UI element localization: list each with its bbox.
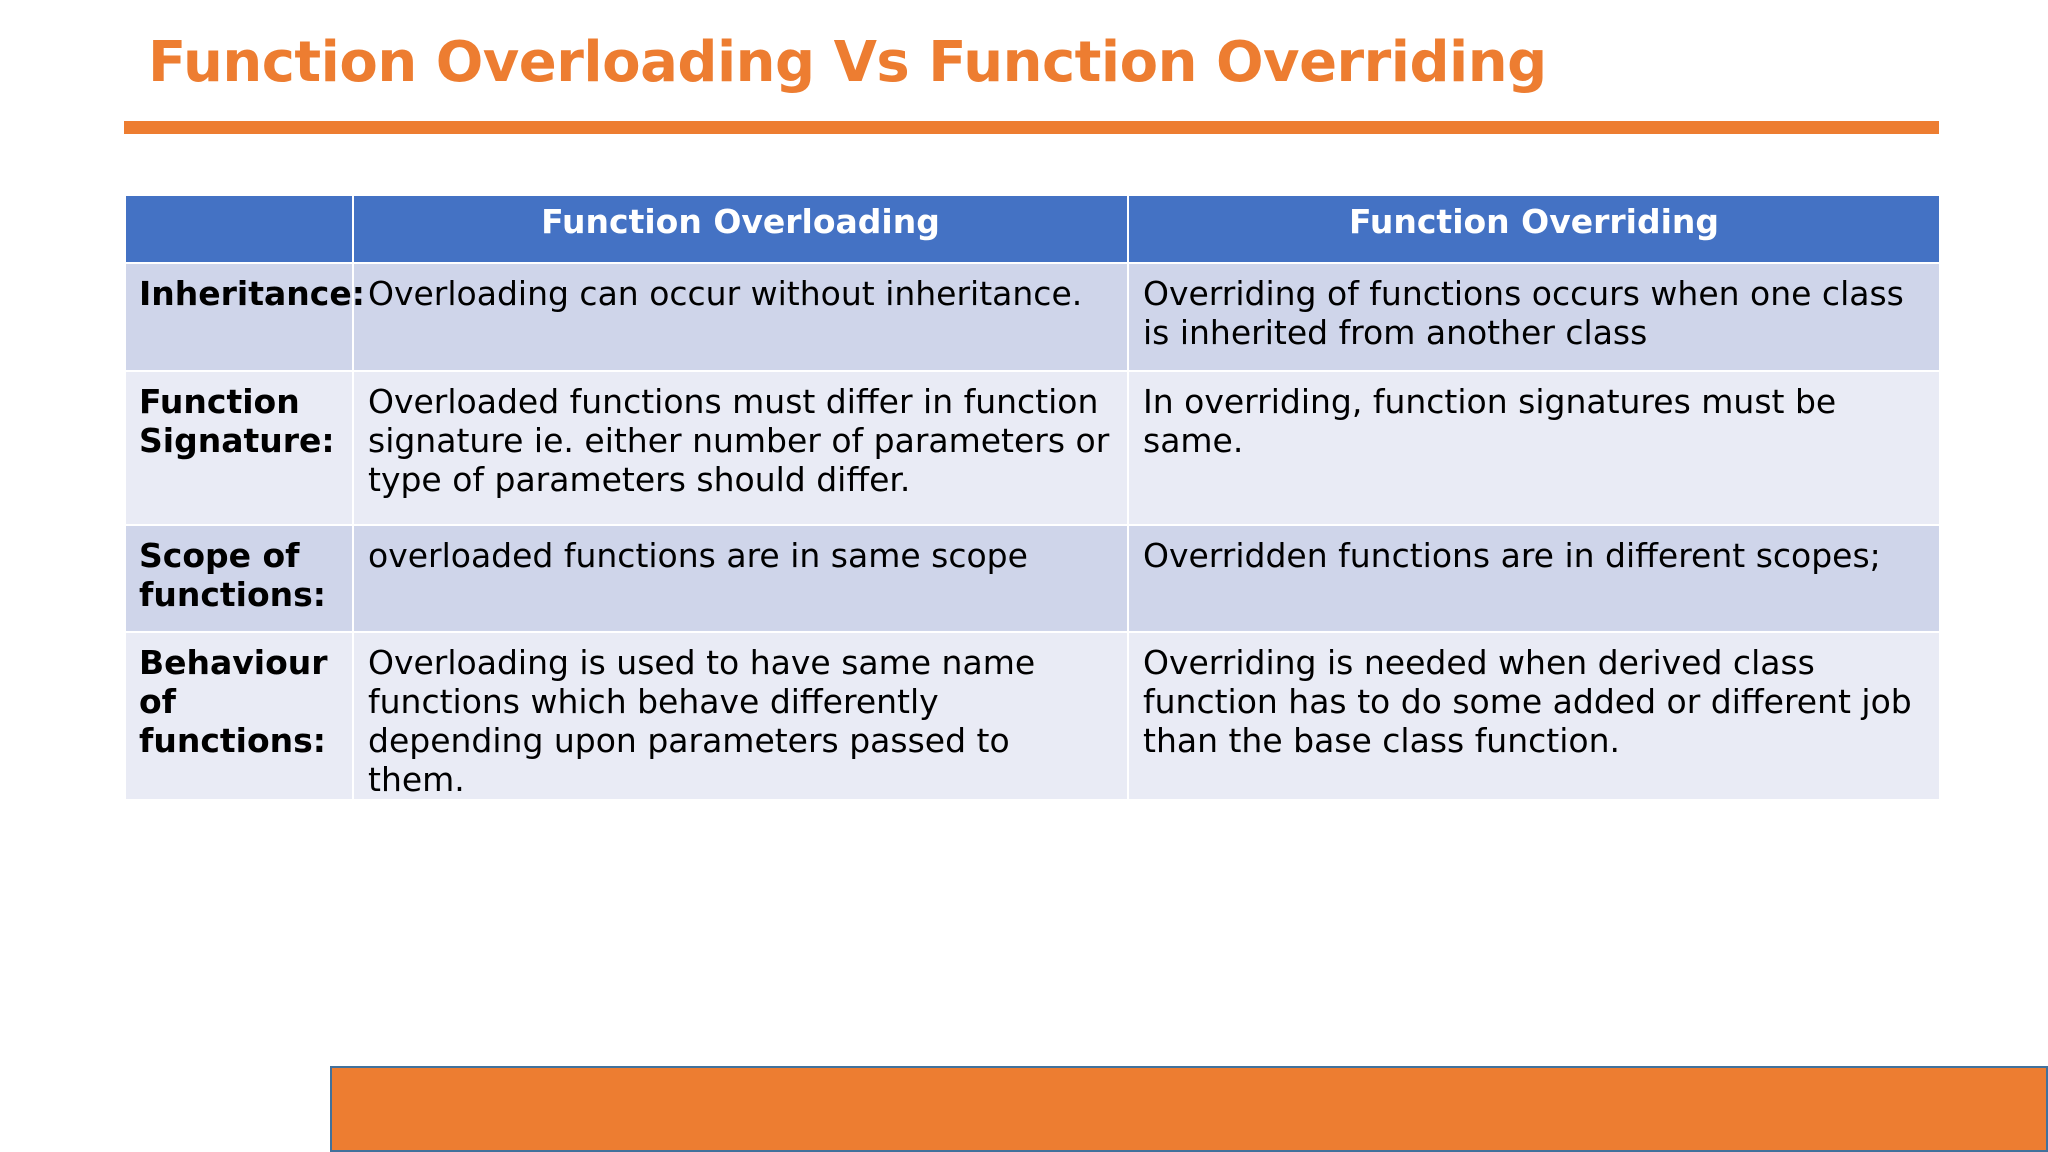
overloading-cell: overloaded functions are in same scope	[353, 525, 1128, 632]
overriding-cell: Overriding of functions occurs when one class is inherited from another class	[1128, 263, 1940, 371]
table-row	[125, 632, 1940, 800]
footer-bar	[330, 1066, 2048, 1152]
comparison-table	[124, 194, 1941, 801]
row-label: Inheritance:	[125, 263, 353, 371]
table-row	[125, 525, 1940, 632]
table-row	[125, 371, 1940, 525]
table-header-row	[125, 195, 1940, 263]
overloading-cell: Overloaded functions must differ in function signature ie. either number of parameters or type of parameters should differ.	[353, 371, 1128, 525]
title-underline	[124, 121, 1939, 134]
comparison-table-container	[124, 194, 1939, 801]
row-label: Scope of functions:	[125, 525, 353, 632]
overriding-cell: Overridden functions are in different scopes;	[1128, 525, 1940, 632]
table-row	[125, 263, 1940, 371]
header-cell-overriding: Function Overriding	[1128, 195, 1940, 263]
header-cell-overloading: Function Overloading	[353, 195, 1128, 263]
overriding-cell: Overriding is needed when derived class function has to do some added or different job than the base class function.	[1128, 632, 1940, 800]
row-label: Behaviour of functions:	[125, 632, 353, 800]
overriding-cell: In overriding, function signatures must be same.	[1128, 371, 1940, 525]
overloading-cell: Overloading is used to have same name functions which behave differently depending upon parameters passed to them.	[353, 632, 1128, 800]
row-label: Function Signature:	[125, 371, 353, 525]
overloading-cell: Overloading can occur without inheritance.	[353, 263, 1128, 371]
header-cell-empty	[125, 195, 353, 263]
slide-title: Function Overloading Vs Function Overriding	[148, 30, 1547, 95]
